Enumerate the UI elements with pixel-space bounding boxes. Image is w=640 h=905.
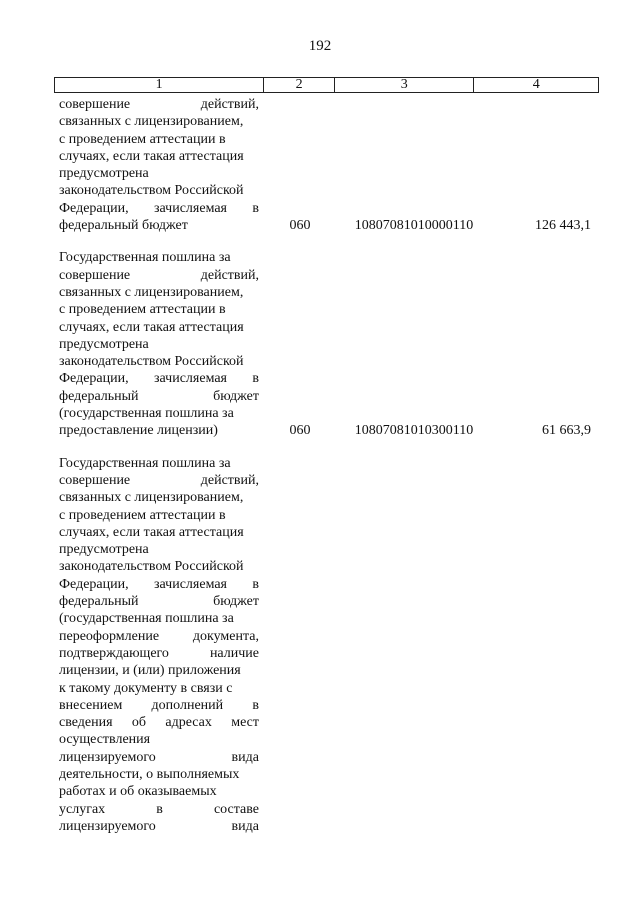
description-word: предоставление лицензии): [59, 423, 218, 439]
page-number: 192: [308, 38, 332, 54]
description-line: [59, 405, 259, 422]
description-line: [59, 113, 259, 130]
row-kbk: 10807081010000110: [354, 218, 474, 234]
row-gap: [59, 234, 604, 249]
description-word: Федерации,: [59, 371, 129, 387]
description-line: [59, 749, 259, 766]
description-line: [59, 182, 259, 199]
table-row: [59, 455, 599, 836]
description-word: в: [156, 801, 163, 817]
description-line: [59, 610, 259, 627]
description-word: действий,: [200, 472, 259, 488]
row-amount: 126 443,1: [535, 218, 591, 234]
description-word: адресах: [165, 715, 212, 731]
column-header-2: 2: [264, 78, 335, 92]
description-line: [59, 249, 259, 266]
description-line: [59, 353, 259, 370]
description-word: работах и об оказываемых: [59, 784, 217, 800]
description-word: об: [131, 715, 147, 731]
description-word: Государственная пошлина за: [59, 250, 231, 266]
description-line: [59, 714, 259, 731]
description-line: [59, 388, 259, 405]
description-line: [59, 96, 259, 113]
description-word: законодательством Российской: [59, 354, 244, 370]
description-word: вида: [231, 749, 259, 765]
description-word: зачисляемая: [154, 371, 227, 387]
description-word: деятельности, о выполняемых: [59, 766, 240, 782]
column-header-1: 1: [55, 78, 264, 92]
description-word: Федерации,: [59, 576, 129, 592]
description-word: (государственная пошлина за: [59, 611, 234, 627]
description-word: (государственная пошлина за: [59, 406, 234, 422]
description-word: лицензируемого: [59, 749, 156, 765]
row-description: [59, 249, 259, 439]
description-word: связанных с лицензированием,: [59, 284, 244, 300]
row-code: 060: [289, 423, 311, 439]
description-word: переоформление: [59, 628, 160, 644]
description-word: зачисляемая: [154, 576, 227, 592]
description-word: связанных с лицензированием,: [59, 490, 244, 506]
description-word: Федерации,: [59, 200, 129, 216]
description-word: совершение: [59, 97, 131, 112]
row-kbk: 10807081010300110: [354, 423, 474, 439]
description-word: связанных с лицензированием,: [59, 114, 244, 130]
description-word: Государственная пошлина за: [59, 455, 231, 471]
description-word: сведения: [59, 715, 113, 731]
description-word: действий,: [200, 97, 259, 112]
description-word: подтверждающего: [59, 645, 169, 661]
description-line: [59, 680, 259, 697]
column-header-3: 3: [335, 78, 474, 92]
description-word: действий,: [200, 267, 259, 283]
description-word: совершение: [59, 472, 131, 488]
description-word: предусмотрена: [59, 336, 149, 352]
description-line: [59, 507, 259, 524]
description-line: [59, 472, 259, 489]
table-header-row: [54, 77, 599, 93]
description-word: услугах: [59, 801, 106, 817]
row-amount: 61 663,9: [542, 423, 591, 439]
description-word: с проведением аттестации в: [59, 131, 226, 147]
description-word: зачисляемая: [154, 200, 227, 216]
description-word: совершение: [59, 267, 131, 283]
description-word: федеральный: [59, 594, 139, 610]
description-word: мест: [231, 715, 259, 731]
description-line: [59, 148, 259, 165]
description-word: документа,: [192, 628, 259, 644]
description-line: [59, 783, 259, 800]
description-line: [59, 336, 259, 353]
description-word: предусмотрена: [59, 542, 149, 558]
description-word: наличие: [209, 645, 259, 661]
row-code: 060: [289, 218, 311, 234]
description-line: [59, 284, 259, 301]
description-word: к такому документу в связи с: [59, 680, 233, 696]
description-word: составе: [213, 801, 259, 817]
table-body: [59, 96, 604, 835]
description-word: федеральный: [59, 388, 139, 404]
description-word: с проведением аттестации в: [59, 507, 226, 523]
description-line: [59, 524, 259, 541]
row-description: [59, 455, 259, 836]
description-word: в: [252, 576, 259, 592]
description-line: [59, 422, 259, 439]
description-word: в: [252, 200, 259, 216]
description-word: вида: [231, 818, 259, 834]
description-line: [59, 455, 259, 472]
description-word: в: [252, 371, 259, 387]
description-word: лицензии, и (или) приложения: [59, 663, 241, 679]
description-word: федеральный бюджет: [59, 218, 188, 234]
description-word: предусмотрена: [59, 166, 149, 182]
description-word: в: [252, 697, 259, 713]
description-line: [59, 766, 259, 783]
row-description: [59, 96, 259, 234]
column-header-4: 4: [532, 77, 540, 92]
description-line: [59, 200, 259, 217]
description-line: [59, 818, 259, 835]
description-word: случаях, если такая аттестация: [59, 319, 244, 335]
description-line: [59, 628, 259, 645]
description-word: дополнений: [151, 697, 224, 713]
description-line: [59, 319, 259, 336]
description-word: осуществления: [59, 732, 151, 748]
row-gap: [59, 440, 604, 455]
description-line: [59, 576, 259, 593]
description-line: [59, 593, 259, 610]
description-line: [59, 370, 259, 387]
description-word: случаях, если такая аттестация: [59, 524, 244, 540]
description-line: [59, 165, 259, 182]
description-line: [59, 645, 259, 662]
description-line: [59, 267, 259, 284]
description-line: [59, 489, 259, 506]
description-word: лицензируемого: [59, 818, 156, 834]
description-word: внесением: [59, 697, 123, 713]
description-line: [59, 801, 259, 818]
description-line: [59, 697, 259, 714]
description-line: [59, 541, 259, 558]
description-word: законодательством Российской: [59, 559, 244, 575]
table-row: [59, 249, 599, 439]
description-word: законодательством Российской: [59, 183, 244, 199]
description-line: [59, 131, 259, 148]
description-line: [59, 558, 259, 575]
table-row: [59, 96, 599, 234]
description-word: случаях, если такая аттестация: [59, 148, 244, 164]
description-word: бюджет: [213, 594, 259, 610]
description-word: бюджет: [213, 388, 259, 404]
description-line: [59, 731, 259, 748]
description-line: [59, 301, 259, 318]
description-word: с проведением аттестации в: [59, 302, 226, 318]
description-line: [59, 217, 259, 234]
description-line: [59, 662, 259, 679]
